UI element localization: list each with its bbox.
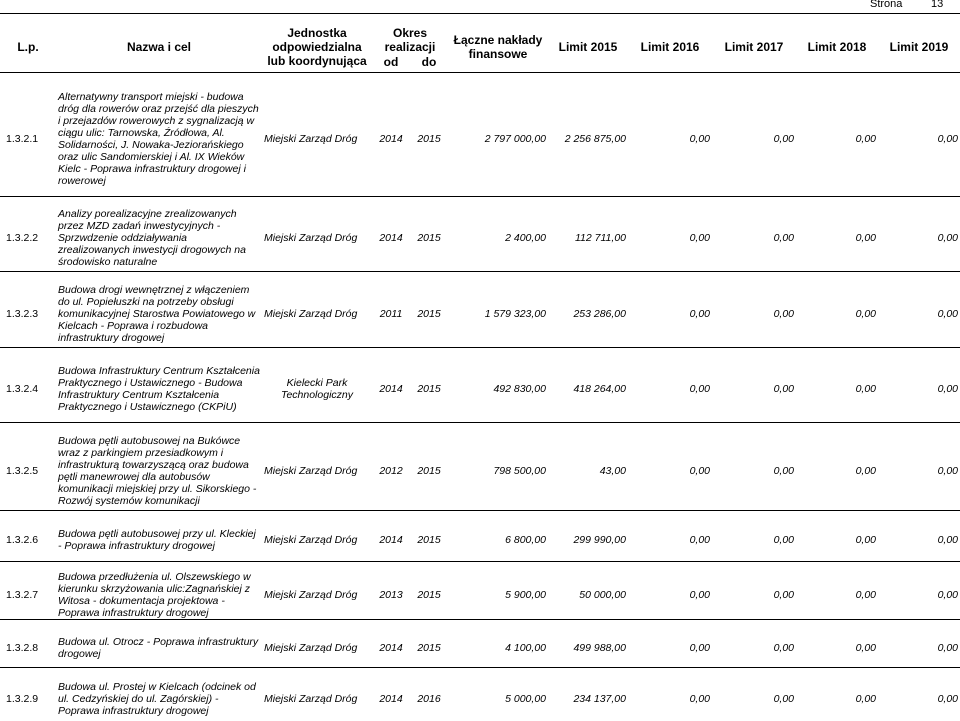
page-label: Strona xyxy=(870,0,903,10)
table-row xyxy=(0,520,960,562)
row-limit-2017: 0,00 xyxy=(773,464,794,477)
table-row xyxy=(0,629,960,667)
row-separator xyxy=(0,667,960,677)
row-separator xyxy=(0,423,960,433)
row-limit-2015: 234 137,00 xyxy=(573,692,626,705)
row-limit-2018: 0,00 xyxy=(855,132,876,145)
row-from: 2014 xyxy=(379,692,403,705)
row-to: 2016 xyxy=(417,692,441,705)
row-unit: Miejski Zarząd Dróg xyxy=(264,464,358,477)
row-limit-2015: 418 264,00 xyxy=(573,383,626,396)
row-limit-2015: 2 256 875,00 xyxy=(564,132,626,145)
table-header xyxy=(0,22,960,73)
row-to: 2015 xyxy=(417,307,441,320)
header-limit-2017: Limit 2017 xyxy=(712,22,796,73)
row-name: Budowa przedłużenia ul. Olszewskiego w kierunku skrzyżowania ulic:Zagnańskiej z Witosa - dokumentacja projektowa - Poprawa infrastruktury drogowej xyxy=(58,571,251,619)
row-limit-2018: 0,00 xyxy=(855,307,876,320)
header-period xyxy=(372,22,448,73)
row-limit-2018: 0,00 xyxy=(855,589,876,601)
row-to: 2015 xyxy=(417,464,441,477)
row-limit-2018: 0,00 xyxy=(855,692,876,705)
row-separator-line xyxy=(0,423,960,433)
row-from: 2012 xyxy=(379,464,403,477)
row-limit-2016: 0,00 xyxy=(689,232,710,245)
row-limit-2016: 0,00 xyxy=(689,307,710,320)
row-limit-2016: 0,00 xyxy=(689,383,710,396)
header-unit: Jednostka odpowiedzialna lub koordynująca xyxy=(262,22,372,73)
row-lp: 1.3.2.9 xyxy=(6,692,39,705)
row-separator xyxy=(0,73,960,83)
header-name: Nazwa i cel xyxy=(56,22,262,73)
row-from: 2014 xyxy=(379,232,403,245)
row-separator-line xyxy=(0,196,960,206)
row-unit: Miejski Zarząd Dróg xyxy=(264,692,358,705)
table-row xyxy=(0,571,960,620)
row-separator-line xyxy=(0,562,960,572)
row-separator-line xyxy=(0,73,960,83)
header-from: od xyxy=(383,54,399,69)
header-limit-2018: Limit 2018 xyxy=(796,22,878,73)
row-lp: 1.3.2.4 xyxy=(6,383,39,396)
row-limit-2019: 0,00 xyxy=(937,692,958,705)
row-total: 798 500,00 xyxy=(493,464,546,477)
header-lp: L.p. xyxy=(0,22,56,73)
row-limit-2017: 0,00 xyxy=(773,383,794,396)
table-row xyxy=(0,677,960,721)
row-separator xyxy=(0,510,960,520)
page-number: 13 xyxy=(931,0,944,10)
row-limit-2019: 0,00 xyxy=(937,464,958,477)
row-limit-2015: 499 988,00 xyxy=(573,641,626,654)
row-name: Budowa ul. Otrocz - Poprawa infrastruktury drogowej xyxy=(58,635,259,660)
row-lp: 1.3.2.5 xyxy=(6,464,39,477)
header-rule xyxy=(0,13,960,14)
table-row xyxy=(0,281,960,347)
row-to: 2015 xyxy=(417,534,441,547)
row-separator-line xyxy=(0,272,960,282)
row-limit-2015: 50 000,00 xyxy=(579,589,626,601)
row-limit-2015: 43,00 xyxy=(599,464,626,477)
row-limit-2019: 0,00 xyxy=(937,383,958,396)
row-to: 2015 xyxy=(417,383,441,396)
row-unit: Miejski Zarząd Dróg xyxy=(264,641,358,654)
row-lp: 1.3.2.3 xyxy=(6,307,39,320)
row-from: 2011 xyxy=(379,307,403,320)
row-limit-2018: 0,00 xyxy=(855,641,876,654)
row-separator xyxy=(0,620,960,630)
row-total: 2 797 000,00 xyxy=(484,132,546,145)
row-unit: Miejski Zarząd Dróg xyxy=(264,232,358,245)
header-to: do xyxy=(421,54,437,69)
header-limit-2019: Limit 2019 xyxy=(878,22,960,73)
row-lp: 1.3.2.7 xyxy=(6,589,39,601)
row-limit-2017: 0,00 xyxy=(773,641,794,654)
row-to: 2015 xyxy=(417,132,441,145)
row-total: 492 830,00 xyxy=(493,383,546,396)
row-separator xyxy=(0,272,960,282)
row-limit-2016: 0,00 xyxy=(689,132,710,145)
row-separator-line xyxy=(0,620,960,630)
row-unit: Miejski Zarząd Dróg xyxy=(264,589,358,601)
row-to: 2015 xyxy=(417,232,441,245)
row-lp: 1.3.2.8 xyxy=(6,641,39,654)
row-limit-2018: 0,00 xyxy=(855,232,876,245)
row-limit-2019: 0,00 xyxy=(937,641,958,654)
row-limit-2015: 112 711,00 xyxy=(575,232,626,245)
row-name: Budowa drogi wewnętrznej z włączeniem do ul. Popiełuszki na potrzeby obsługi komunikacyjnej Starostwa Powiatowego w Kielcach - Poprawa i rozbudowa infrastruktury drogowej xyxy=(58,283,256,344)
row-name: Budowa pętli autobusowej przy ul. Kleckiej - Poprawa infrastruktury drogowej xyxy=(58,528,256,553)
header-period-label: Okres realizacji xyxy=(384,25,436,54)
row-name: Budowa ul. Prostej w Kielcach (odcinek od ul. Cedzyńskiej do ul. Zagórskiej) - Poprawa infrastruktury drogowej xyxy=(58,680,256,717)
row-lp: 1.3.2.6 xyxy=(6,534,39,547)
header-total: Łączne nakłady finansowe xyxy=(448,22,548,73)
page-header xyxy=(0,0,960,14)
row-from: 2014 xyxy=(379,132,403,145)
row-limit-2018: 0,00 xyxy=(855,383,876,396)
row-total: 5 000,00 xyxy=(505,692,546,705)
row-name: Budowa Infrastruktury Centrum Kształcenia Praktycznego i Ustawicznego - Budowa Infrastruktury Centrum Kształcenia Praktycznego i Ustawicznego (CKPiU) xyxy=(58,365,260,414)
row-from: 2014 xyxy=(379,383,403,396)
row-limit-2017: 0,00 xyxy=(773,232,794,245)
row-limit-2018: 0,00 xyxy=(855,464,876,477)
table-row xyxy=(0,432,960,510)
row-limit-2016: 0,00 xyxy=(689,641,710,654)
row-limit-2017: 0,00 xyxy=(773,692,794,705)
row-name: Analizy porealizacyjne zrealizowanych przez MZD zadań inwestycyjnych - Sprzwdzenie oddziaływania zrealizowanych inwestycji drogowych na środowisko naturalne xyxy=(58,208,246,269)
row-limit-2016: 0,00 xyxy=(689,589,710,601)
row-separator xyxy=(0,562,960,572)
row-lp: 1.3.2.1 xyxy=(6,132,39,145)
row-limit-2016: 0,00 xyxy=(689,464,710,477)
table-body xyxy=(0,73,960,721)
row-limit-2019: 0,00 xyxy=(937,307,958,320)
row-from: 2014 xyxy=(379,641,403,654)
row-limit-2016: 0,00 xyxy=(689,534,710,547)
row-total: 2 400,00 xyxy=(505,232,546,245)
row-from: 2013 xyxy=(379,589,403,601)
row-unit: Miejski Zarząd Dróg xyxy=(264,307,358,320)
row-separator-line xyxy=(0,667,960,677)
header-limit-2015: Limit 2015 xyxy=(548,22,628,73)
row-total: 5 900,00 xyxy=(505,589,546,601)
row-from: 2014 xyxy=(379,534,403,547)
row-limit-2017: 0,00 xyxy=(773,589,794,601)
row-limit-2017: 0,00 xyxy=(773,534,794,547)
row-limit-2015: 253 286,00 xyxy=(573,307,626,320)
row-separator-line xyxy=(0,510,960,520)
row-to: 2015 xyxy=(417,641,441,654)
table-row xyxy=(0,82,960,196)
row-separator xyxy=(0,196,960,206)
row-unit: Miejski Zarząd Dróg xyxy=(264,534,358,547)
row-limit-2016: 0,00 xyxy=(689,692,710,705)
row-name: Budowa pętli autobusowej na Bukówce wraz z parkingiem przesiadkowym i infrastrukturą towarzyszącą oraz budowa pętli manewrowej dla autobusów komunikacji miejskiej przy ul. Sikorskiego - Rozwój systemów komunikacji xyxy=(58,434,257,507)
row-name: Alternatywny transport miejski - budowa dróg dla rowerów oraz przejść dla pieszych i przejazdów rowerowych z sygnalizacją w ciągu ulic: Tarnowska, Źródłowa, Al. Solidarności, J. Nowaka-Jeziorańskiego oraz ulic Sandomierskiej i Al. IX Wieków Kielc - Poprawa infrastruktury drogowej i rowerowej xyxy=(58,90,259,187)
row-total: 1 579 323,00 xyxy=(484,307,546,320)
row-limit-2018: 0,00 xyxy=(855,534,876,547)
row-unit: Miejski Zarząd Dróg xyxy=(264,132,358,145)
row-limit-2019: 0,00 xyxy=(937,589,958,601)
row-lp: 1.3.2.2 xyxy=(6,232,39,245)
row-limit-2015: 299 990,00 xyxy=(573,534,626,547)
row-limit-2017: 0,00 xyxy=(773,307,794,320)
row-unit: Kielecki Park Technologiczny xyxy=(281,377,353,402)
header-limit-2016: Limit 2016 xyxy=(628,22,712,73)
row-limit-2017: 0,00 xyxy=(773,132,794,145)
row-separator-line xyxy=(0,347,960,357)
table-row xyxy=(0,357,960,423)
row-limit-2019: 0,00 xyxy=(937,132,958,145)
row-limit-2019: 0,00 xyxy=(937,534,958,547)
row-to: 2015 xyxy=(417,589,441,601)
row-total: 6 800,00 xyxy=(505,534,546,547)
row-total: 4 100,00 xyxy=(505,641,546,654)
table-row xyxy=(0,206,960,272)
row-separator xyxy=(0,347,960,357)
investment-table xyxy=(0,22,960,721)
row-limit-2019: 0,00 xyxy=(937,232,958,245)
